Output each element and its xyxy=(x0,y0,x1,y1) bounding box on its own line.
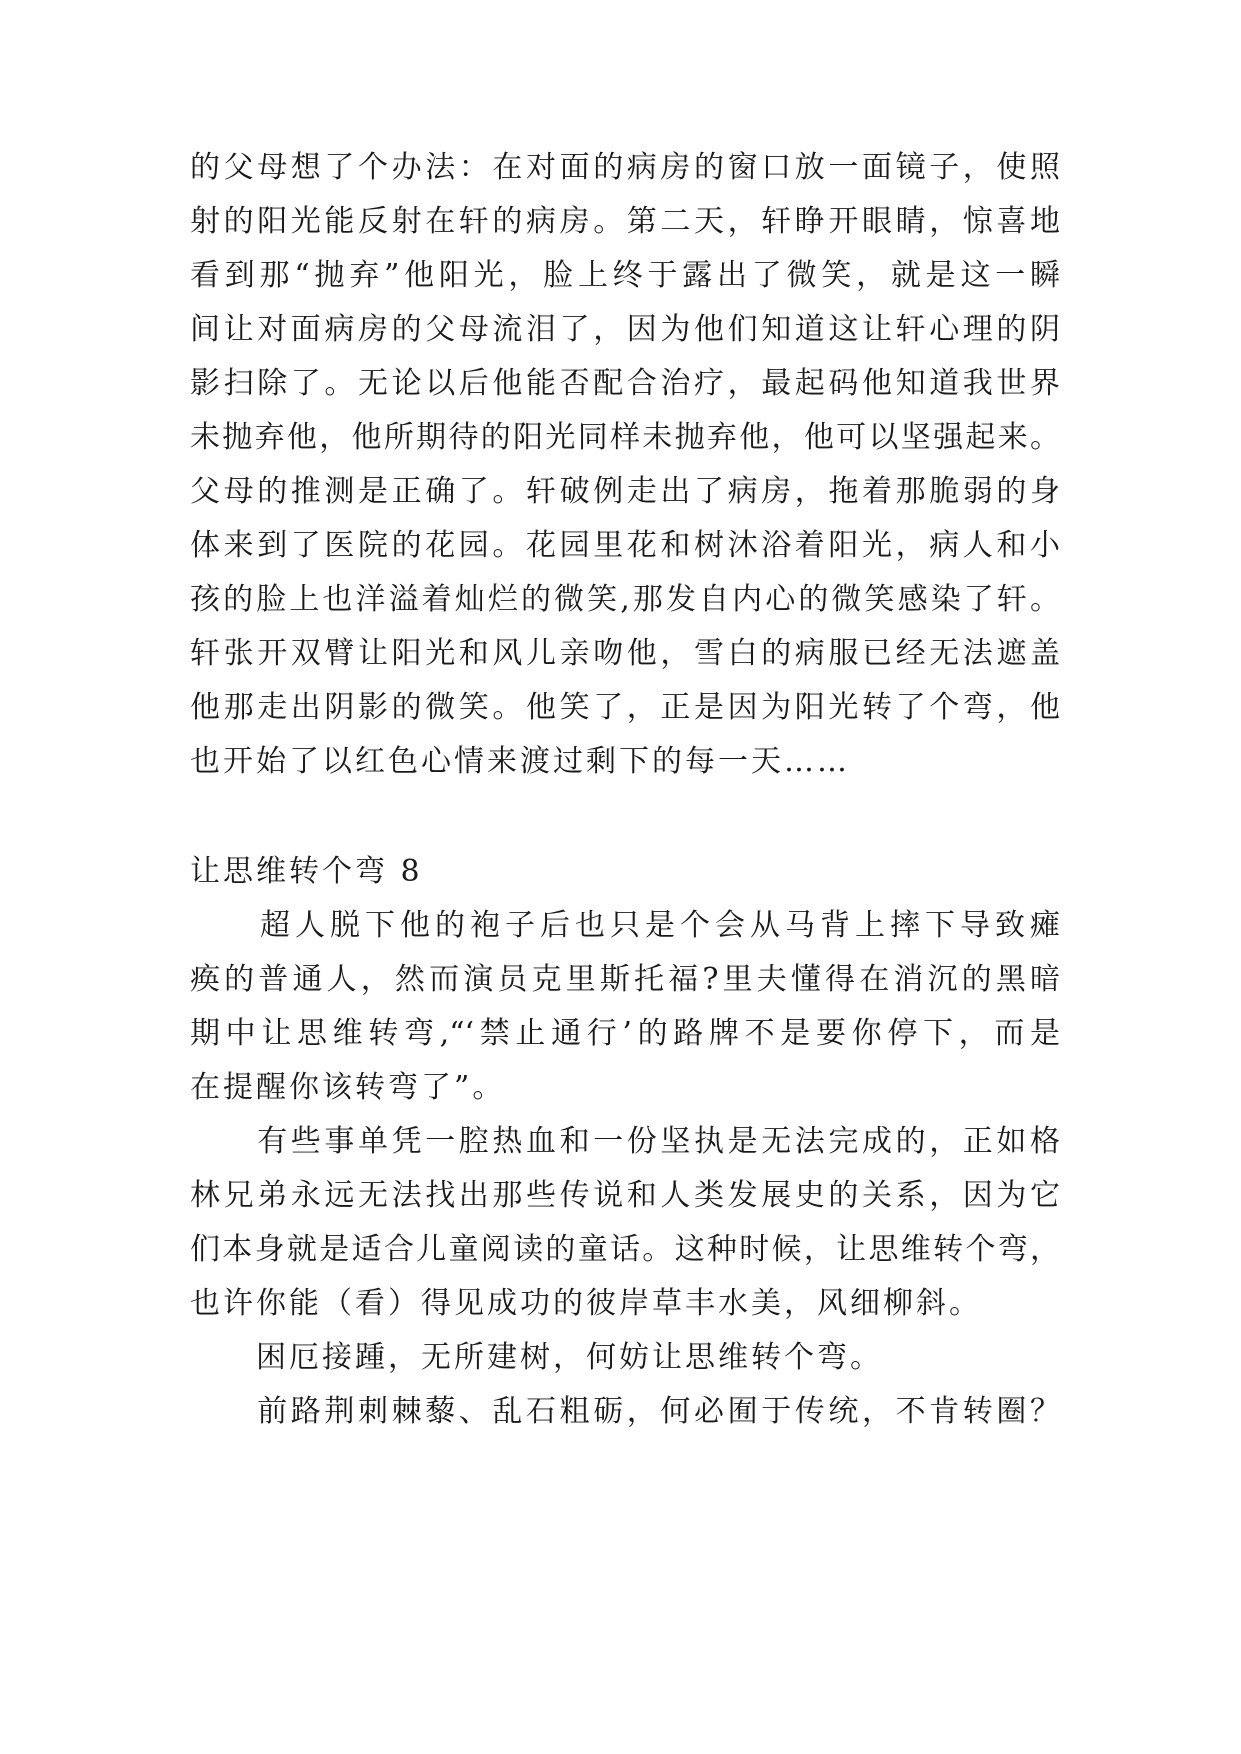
text-line: 也开始了以红色心情来渡过剩下的每一天…… xyxy=(190,744,850,779)
text-line: 轩张开双臂让阳光和风儿亲吻他，雪白的病服已经无法遮盖 xyxy=(190,636,1060,671)
text-line: 未抛弃他，他所期待的阳光同样未抛弃他，他可以坚强起来。 xyxy=(190,420,1060,455)
text-line: 痪的普通人，然而演员克里斯托福?里夫懂得在消沉的黑暗 xyxy=(190,962,1060,997)
text-line: 前路荆刺棘藜、乱石粗砺，何必囿于传统，不肯转圈？ xyxy=(190,1394,1060,1429)
text-line: 的父母想了个办法：在对面的病房的窗口放一面镜子，使照 xyxy=(190,150,1060,185)
text-line: 父母的推测是正确了。轩破例走出了病房，拖着那脆弱的身 xyxy=(190,474,1060,509)
text-line: 有些事单凭一腔热血和一份坚执是无法完成的，正如格 xyxy=(190,1124,1060,1159)
text-line: 间让对面病房的父母流泪了，因为他们知道这让轩心理的阴 xyxy=(190,312,1060,347)
text-line: 也许你能（看）得见成功的彼岸草丰水美，风细柳斜。 xyxy=(190,1286,982,1321)
section-heading: 让思维转个弯 8 xyxy=(190,854,423,889)
text-line: 孩的脸上也洋溢着灿烂的微笑,那发自内心的微笑感染了轩。 xyxy=(190,582,1060,617)
text-line: 期中让思维转弯,“‘禁止通行’的路牌不是要你停下，而是 xyxy=(190,1016,1060,1051)
text-line: 看到那“抛弃”他阳光，脸上终于露出了微笑，就是这一瞬 xyxy=(190,258,1060,293)
text-line: 困厄接踵，无所建树，何妨让思维转个弯。 xyxy=(190,1340,883,1375)
text-line: 在提醒你该转弯了”。 xyxy=(190,1070,506,1105)
text-line: 超人脱下他的袍子后也只是个会从马背上摔下导致瘫 xyxy=(190,908,1060,943)
text-line: 体来到了医院的花园。花园里花和树沐浴着阳光，病人和小 xyxy=(190,528,1060,563)
text-line: 影扫除了。无论以后他能否配合治疗，最起码他知道我世界 xyxy=(190,366,1060,401)
text-line: 林兄弟永远无法找出那些传说和人类发展史的关系，因为它 xyxy=(190,1178,1060,1213)
text-line: 他那走出阴影的微笑。他笑了，正是因为阳光转了个弯，他 xyxy=(190,690,1060,725)
text-line: 们本身就是适合儿童阅读的童话。这种时候，让思维转个弯， xyxy=(190,1232,1060,1267)
text-line: 射的阳光能反射在轩的病房。第二天，轩睁开眼睛，惊喜地 xyxy=(190,204,1060,239)
